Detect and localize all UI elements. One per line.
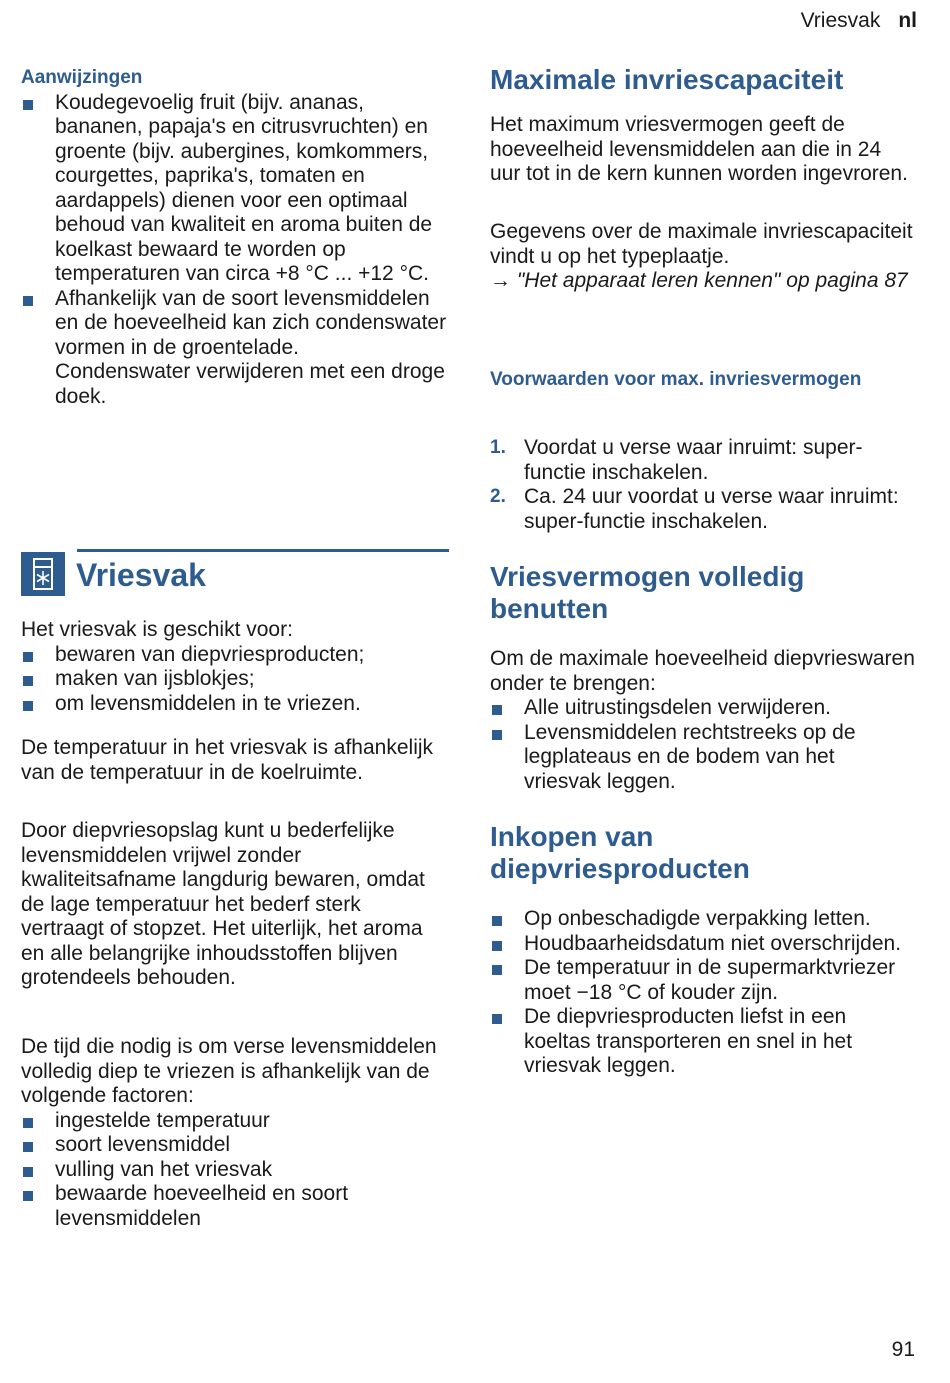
vriesvak-heading-wrap (76, 555, 449, 595)
list-item: De temperatuur in de supermarktvriezer moet −18 °C of kouder zijn. (490, 956, 915, 1005)
bullet-square-icon (492, 705, 502, 715)
bullet-square-icon (492, 941, 502, 951)
notes-block (21, 66, 449, 409)
paragraph: De tijd die nodig is om verse levensmiddelen volledig diep te vriezen is afhankelijk van de volgende factoren: (21, 1035, 437, 1107)
list-item: Koudegevoelig fruit (bijv. ananas, bananen, papaja's en citrusvruchten) en groente (bijv. aubergines, komkommers, courgettes, paprika's, tomaten en aardappels) dienen voor een optimaal behoud van kwaliteit en aroma buiten de koelkast bewaard te worden op temperaturen van circa +8 °C ... +12 °C. (21, 91, 449, 287)
bullet-square-icon (23, 1118, 33, 1128)
list-item: Op onbeschadigde verpakking letten. (490, 907, 915, 932)
list-item: Levensmiddelen rechtstreeks op de legplateaus en de bodem van het vriesvak leggen. (490, 721, 915, 795)
capacity-info (490, 220, 915, 294)
paragraph: Door diepvriesopslag kunt u bederfelijke levensmiddelen vrijwel zonder kwaliteitsafname langdurig bewaren, omdat de lage temperatuur het bederf sterk vertraagt of stopzet. Het uiterlijk, het aroma en alle belangrijke inhoudsstoffen blijven grotendeels behouden. (21, 819, 425, 989)
section-title: Vriesvermogen volledig benutten (490, 561, 805, 624)
bullet-square-icon (23, 1191, 33, 1201)
section-title: Vriesvak (76, 557, 206, 593)
uses-block (21, 618, 449, 716)
notes-title: Aanwijzingen (21, 67, 143, 88)
list-item: bewaren van diepvriesproducten; (21, 643, 449, 668)
bullet-square-icon (492, 965, 502, 975)
factors-list (21, 1109, 449, 1232)
bullet-square-icon (23, 676, 33, 686)
bullet-square-icon (23, 701, 33, 711)
buy-list (490, 907, 915, 1079)
list-item: bewaarde hoeveelheid en soort levensmiddelen (21, 1182, 449, 1231)
cross-reference-link[interactable]: → "Het apparaat leren kennen" op pagina 87 (490, 269, 908, 292)
section-title: Maximale invriescapaciteit (490, 64, 844, 95)
list-item: ingestelde temperatuur (21, 1109, 449, 1134)
list-item: vulling van het vriesvak (21, 1158, 449, 1183)
bullet-square-icon (492, 916, 502, 926)
notes-list (21, 91, 449, 410)
list-item: om levensmiddelen in te vriezen. (21, 692, 449, 717)
subsection-title: Voorwaarden voor max. invriesvermogen (490, 369, 862, 390)
factors-block (21, 1035, 449, 1231)
bullet-square-icon (23, 100, 33, 110)
list-item: Afhankelijk van de soort levensmiddelen en de hoeveelheid kan zich condenswater vormen in de groentelade. Condenswater verwijderen met een droge doek. (21, 287, 449, 410)
running-header (801, 9, 917, 33)
header-section: Vriesvak (800, 9, 881, 32)
use-list (490, 696, 915, 794)
list-item: soort levensmiddel (21, 1133, 449, 1158)
steps-list (490, 436, 915, 534)
page-number: 91 (891, 1338, 915, 1361)
paragraph: Gegevens over de maximale invriescapaciteit vindt u op het typeplaatje. (490, 220, 913, 268)
freezer-compartment-icon (21, 552, 65, 596)
header-language: nl (898, 9, 917, 32)
bullet-square-icon (23, 1142, 33, 1152)
list-item: Alle uitrustingsdelen verwijderen. (490, 696, 915, 721)
paragraph: Het maximum vriesvermogen geeft de hoeveelheid levensmiddelen aan die in 24 uur tot in de kern kunnen worden ingevroren. (490, 113, 908, 185)
list-item: De diepvriesproducten liefst in een koeltas transporteren en snel in het vriesvak leggen. (490, 1005, 915, 1079)
paragraph: Om de maximale hoeveelheid diepvrieswaren onder te brengen: (490, 647, 915, 695)
list-item: Houdbaarheidsdatum niet overschrijden. (490, 932, 915, 957)
use-block (490, 647, 915, 794)
paragraph: De temperatuur in het vriesvak is afhankelijk van de temperatuur in de koelruimte. (21, 736, 434, 784)
list-item: 1. Voordat u verse waar inruimt: super-functie inschakelen. (490, 436, 863, 484)
bullet-square-icon (23, 296, 33, 306)
section-rule (77, 549, 449, 552)
list-item: maken van ijsblokjes; (21, 667, 449, 692)
bullet-square-icon (23, 1167, 33, 1177)
uses-list (21, 643, 449, 717)
bullet-square-icon (492, 1014, 502, 1024)
bullet-square-icon (492, 730, 502, 740)
list-item: 2. Ca. 24 uur voordat u verse waar inruimt: super-functie inschakelen. (490, 485, 899, 533)
section-title: Inkopen van diepvriesproducten (490, 821, 750, 884)
bullet-square-icon (23, 652, 33, 662)
arrow-right-icon: → (490, 269, 511, 292)
uses-intro: Het vriesvak is geschikt voor: (21, 618, 293, 641)
